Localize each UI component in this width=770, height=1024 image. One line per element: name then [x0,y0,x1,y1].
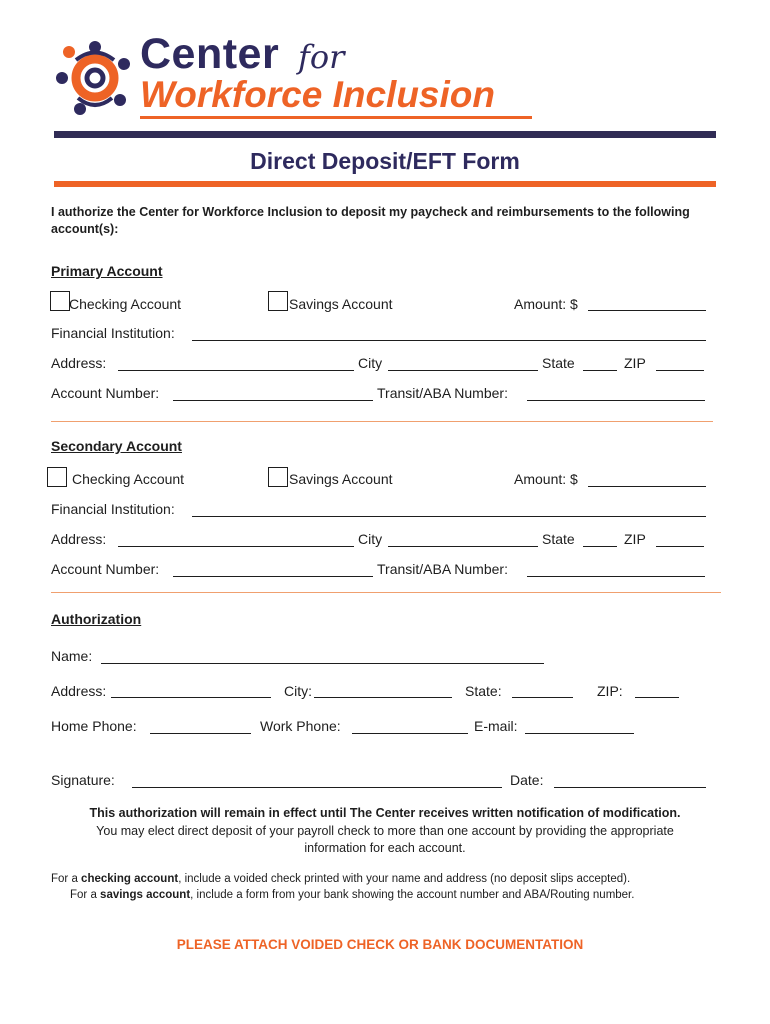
auth-signature-field[interactable] [132,787,502,788]
secondary-institution-field[interactable] [192,516,706,517]
secondary-zip-field[interactable] [656,546,704,547]
savings-instruction [70,889,634,901]
primary-state-field[interactable] [583,370,617,371]
auth-home-phone-label: Home Phone: [51,718,137,734]
authorization-heading: Authorization [51,611,142,627]
auth-work-phone-field[interactable] [352,733,468,734]
attach-notice: PLEASE ATTACH VOIDED CHECK OR BANK DOCUMENTATION [176,937,584,952]
checking-instruction-post: , include a voided check printed with your name and address (no deposit slips accepted). [178,873,631,885]
auth-home-phone-field[interactable] [150,733,251,734]
primary-amount-field[interactable] [588,310,706,311]
auth-email-field[interactable] [525,733,634,734]
primary-address-field[interactable] [118,370,354,371]
primary-address-label: Address: [51,355,107,371]
secondary-institution-label: Financial Institution: [51,501,175,517]
auth-zip-field[interactable] [635,697,679,698]
secondary-amount-field[interactable] [588,486,706,487]
secondary-amount-label: Amount: $ [514,471,578,487]
secondary-checking-checkbox[interactable] [47,467,67,487]
authorization-intro: I authorize the Center for Workforce Inclusion to deposit my paycheck and reimbursements to the following account(s): [51,205,690,236]
savings-instruction-bold: savings account [100,889,191,901]
primary-savings-checkbox[interactable] [268,291,288,311]
secondary-savings-checkbox[interactable] [268,467,288,487]
auth-address-label: Address: [51,683,107,699]
primary-zip-label: ZIP [624,355,646,371]
logo-text-for: for [298,38,345,76]
primary-account-heading: Primary Account [51,263,163,279]
auth-signature-label: Signature: [51,772,115,788]
primary-savings-label: Savings Account [289,296,393,312]
people-circle-logo-icon [54,40,136,116]
logo-text-workforce-inclusion: Workforce Inclusion [140,74,495,115]
primary-institution-field[interactable] [192,340,706,341]
logo-underline [140,116,532,119]
secondary-state-label: State [542,531,575,547]
secondary-account-number-label: Account Number: [51,561,160,577]
auth-email-label: E-mail: [474,718,518,734]
primary-checking-label: Checking Account [69,296,182,312]
secondary-transit-label: Transit/ABA Number: [377,561,508,577]
secondary-transit-field[interactable] [527,576,705,577]
auth-zip-label: ZIP: [597,683,623,699]
secondary-savings-label: Savings Account [289,471,393,487]
primary-transit-field[interactable] [527,400,705,401]
secondary-city-label: City [358,531,383,547]
header-navy-bar [54,131,716,138]
auth-name-field[interactable] [101,663,544,664]
auth-city-field[interactable] [314,697,452,698]
secondary-state-field[interactable] [583,546,617,547]
primary-state-label: State [542,355,575,371]
primary-checking-checkbox[interactable] [50,291,70,311]
checking-instruction-bold: checking account [81,873,179,885]
secondary-account-number-field[interactable] [173,576,373,577]
auth-date-field[interactable] [554,787,706,788]
auth-state-field[interactable] [512,697,573,698]
primary-city-field[interactable] [388,370,538,371]
secondary-zip-label: ZIP [624,531,646,547]
section-divider [51,592,721,593]
header-orange-bar [54,181,716,187]
savings-instruction-post: , include a form from your bank showing the account number and ABA/Routing number. [190,889,635,901]
secondary-account-heading: Secondary Account [51,438,182,454]
checking-instruction [51,873,630,885]
effect-note: This authorization will remain in effect until The Center receives written notification of modification. [89,806,681,820]
secondary-address-field[interactable] [118,546,354,547]
elect-note-line2: information for each account. [304,841,466,855]
auth-city-label: City: [284,683,312,699]
elect-note-line1: You may elect direct deposit of your payroll check to more than one account by providing the appropriate [96,824,674,838]
primary-institution-label: Financial Institution: [51,325,175,341]
auth-address-field[interactable] [111,697,271,698]
primary-city-label: City [358,355,383,371]
auth-state-label: State: [465,683,502,699]
primary-transit-label: Transit/ABA Number: [377,385,508,401]
auth-date-label: Date: [510,772,544,788]
auth-name-label: Name: [51,648,93,664]
section-divider [51,421,713,422]
form-title: Direct Deposit/EFT Form [250,148,520,174]
primary-account-number-field[interactable] [173,400,373,401]
primary-amount-label: Amount: $ [514,296,578,312]
primary-zip-field[interactable] [656,370,704,371]
logo-text-center: Center [140,30,280,78]
secondary-city-field[interactable] [388,546,538,547]
savings-instruction-pre: For a [70,889,101,901]
secondary-address-label: Address: [51,531,107,547]
checking-instruction-pre: For a [51,873,82,885]
auth-work-phone-label: Work Phone: [260,718,341,734]
primary-account-number-label: Account Number: [51,385,160,401]
secondary-checking-label: Checking Account [72,471,185,487]
